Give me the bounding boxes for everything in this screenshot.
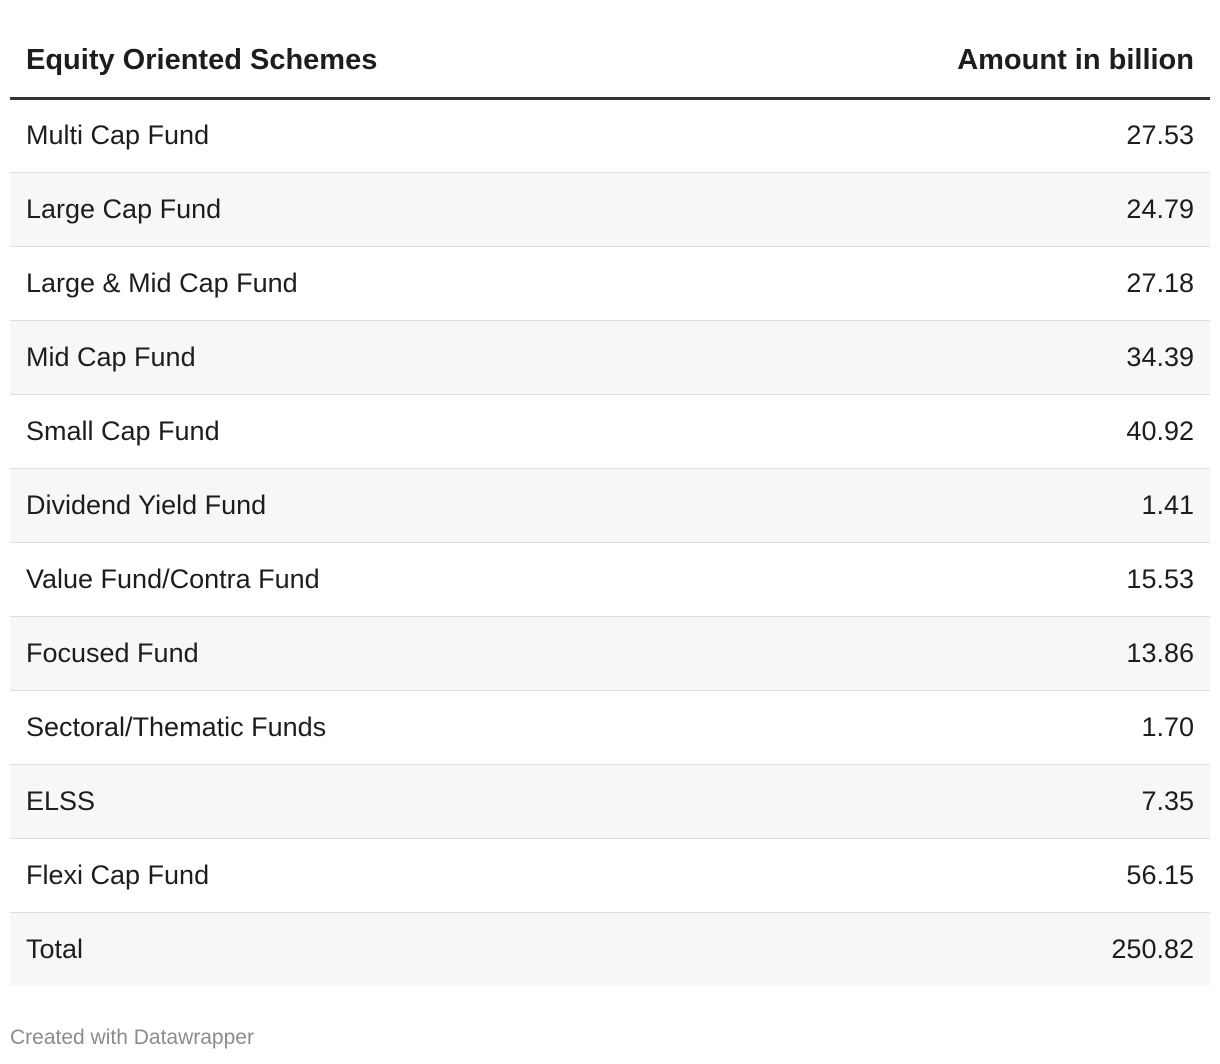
amount-cell: 56.15	[610, 838, 1210, 912]
scheme-name-cell: ELSS	[10, 764, 610, 838]
scheme-name-cell: Dividend Yield Fund	[10, 468, 610, 542]
table-row	[10, 468, 1210, 542]
table-row	[10, 394, 1210, 468]
table-header	[10, 26, 1210, 98]
scheme-name-cell: Multi Cap Fund	[10, 98, 610, 172]
data-table	[10, 26, 1210, 986]
amount-cell: 1.70	[610, 690, 1210, 764]
amount-cell: 34.39	[610, 320, 1210, 394]
table-row	[10, 838, 1210, 912]
column-header-scheme[interactable]: Equity Oriented Schemes	[10, 26, 610, 98]
amount-cell: 1.41	[610, 468, 1210, 542]
table-row	[10, 542, 1210, 616]
scheme-name-cell: Large & Mid Cap Fund	[10, 246, 610, 320]
footer-credit[interactable]: Created with Datawrapper	[10, 1026, 254, 1049]
scheme-name-cell: Mid Cap Fund	[10, 320, 610, 394]
scheme-name-cell: Focused Fund	[10, 616, 610, 690]
table-row	[10, 616, 1210, 690]
table-row	[10, 98, 1210, 172]
amount-cell: 24.79	[610, 172, 1210, 246]
data-table-container	[10, 26, 1210, 986]
amount-cell: 250.82	[610, 912, 1210, 986]
table-row	[10, 764, 1210, 838]
amount-cell: 15.53	[610, 542, 1210, 616]
scheme-name-cell: Value Fund/Contra Fund	[10, 542, 610, 616]
table-body	[10, 98, 1210, 986]
scheme-name-cell: Large Cap Fund	[10, 172, 610, 246]
table-row	[10, 172, 1210, 246]
scheme-name-cell: Flexi Cap Fund	[10, 838, 610, 912]
amount-cell: 13.86	[610, 616, 1210, 690]
header-row	[10, 26, 1210, 98]
scheme-name-cell: Total	[10, 912, 610, 986]
table-row	[10, 320, 1210, 394]
table-row	[10, 246, 1210, 320]
scheme-name-cell: Sectoral/Thematic Funds	[10, 690, 610, 764]
scheme-name-cell: Small Cap Fund	[10, 394, 610, 468]
table-row	[10, 690, 1210, 764]
amount-cell: 40.92	[610, 394, 1210, 468]
column-header-amount[interactable]: Amount in billion	[610, 26, 1210, 98]
amount-cell: 7.35	[610, 764, 1210, 838]
amount-cell: 27.18	[610, 246, 1210, 320]
table-row	[10, 912, 1210, 986]
amount-cell: 27.53	[610, 98, 1210, 172]
